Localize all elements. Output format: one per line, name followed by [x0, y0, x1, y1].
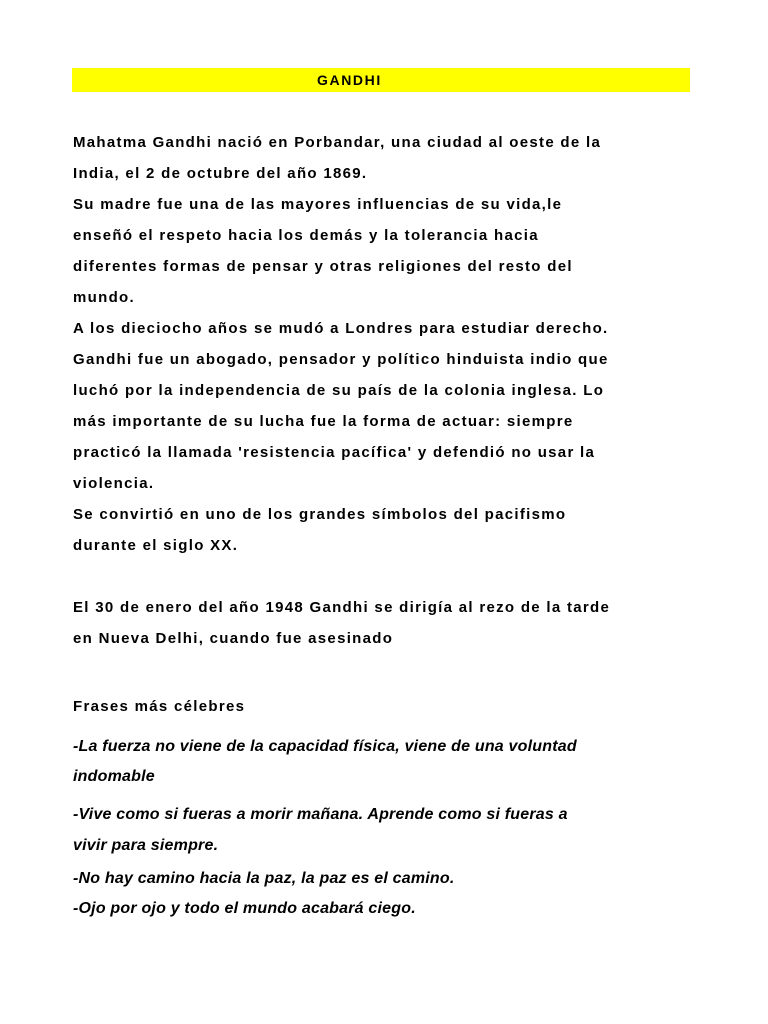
death-paragraph-line: El 30 de enero del año 1948 Gandhi se dirigía al rezo de la tarde [73, 599, 611, 616]
paragraph-line: Su madre fue una de las mayores influencias de su vida,le [73, 196, 563, 213]
quote-line: -Vive como si fueras a morir mañana. Aprende como si fueras a [73, 806, 568, 823]
paragraph-line: A los dieciocho años se mudó a Londres para estudiar derecho. [73, 320, 609, 337]
paragraph-line: durante el siglo XX. [73, 537, 239, 554]
paragraph-line: practicó la llamada 'resistencia pacífica' y defendió no usar la [73, 444, 596, 461]
paragraph-line: mundo. [73, 289, 135, 306]
quote-line: -No hay camino hacia la paz, la paz es el camino. [73, 870, 455, 887]
paragraph-line: luchó por la independencia de su país de la colonia inglesa. Lo [73, 382, 605, 399]
quotes-heading: Frases más célebres [73, 698, 246, 715]
paragraph-line: más importante de su lucha fue la forma de actuar: siempre [73, 413, 574, 430]
document-title: GANDHI [317, 72, 382, 88]
paragraph-line: India, el 2 de octubre del año 1869. [73, 165, 368, 182]
death-paragraph-line: en Nueva Delhi, cuando fue asesinado [73, 630, 394, 647]
paragraph-line: enseñó el respeto hacia los demás y la tolerancia hacia [73, 227, 539, 244]
paragraph-line: violencia. [73, 475, 155, 492]
title-highlight-bar [72, 68, 690, 92]
paragraph-line: Gandhi fue un abogado, pensador y político hinduista indio que [73, 351, 609, 368]
paragraph-line: diferentes formas de pensar y otras religiones del resto del [73, 258, 573, 275]
paragraph-line: Se convirtió en uno de los grandes símbolos del pacifismo [73, 506, 567, 523]
quote-line: -La fuerza no viene de la capacidad física, viene de una voluntad [73, 738, 577, 755]
paragraph-line: Mahatma Gandhi nació en Porbandar, una ciudad al oeste de la [73, 134, 602, 151]
quote-line: indomable [73, 768, 155, 785]
quote-line: vivir para siempre. [73, 837, 219, 854]
quote-line: -Ojo por ojo y todo el mundo acabará ciego. [73, 900, 416, 917]
